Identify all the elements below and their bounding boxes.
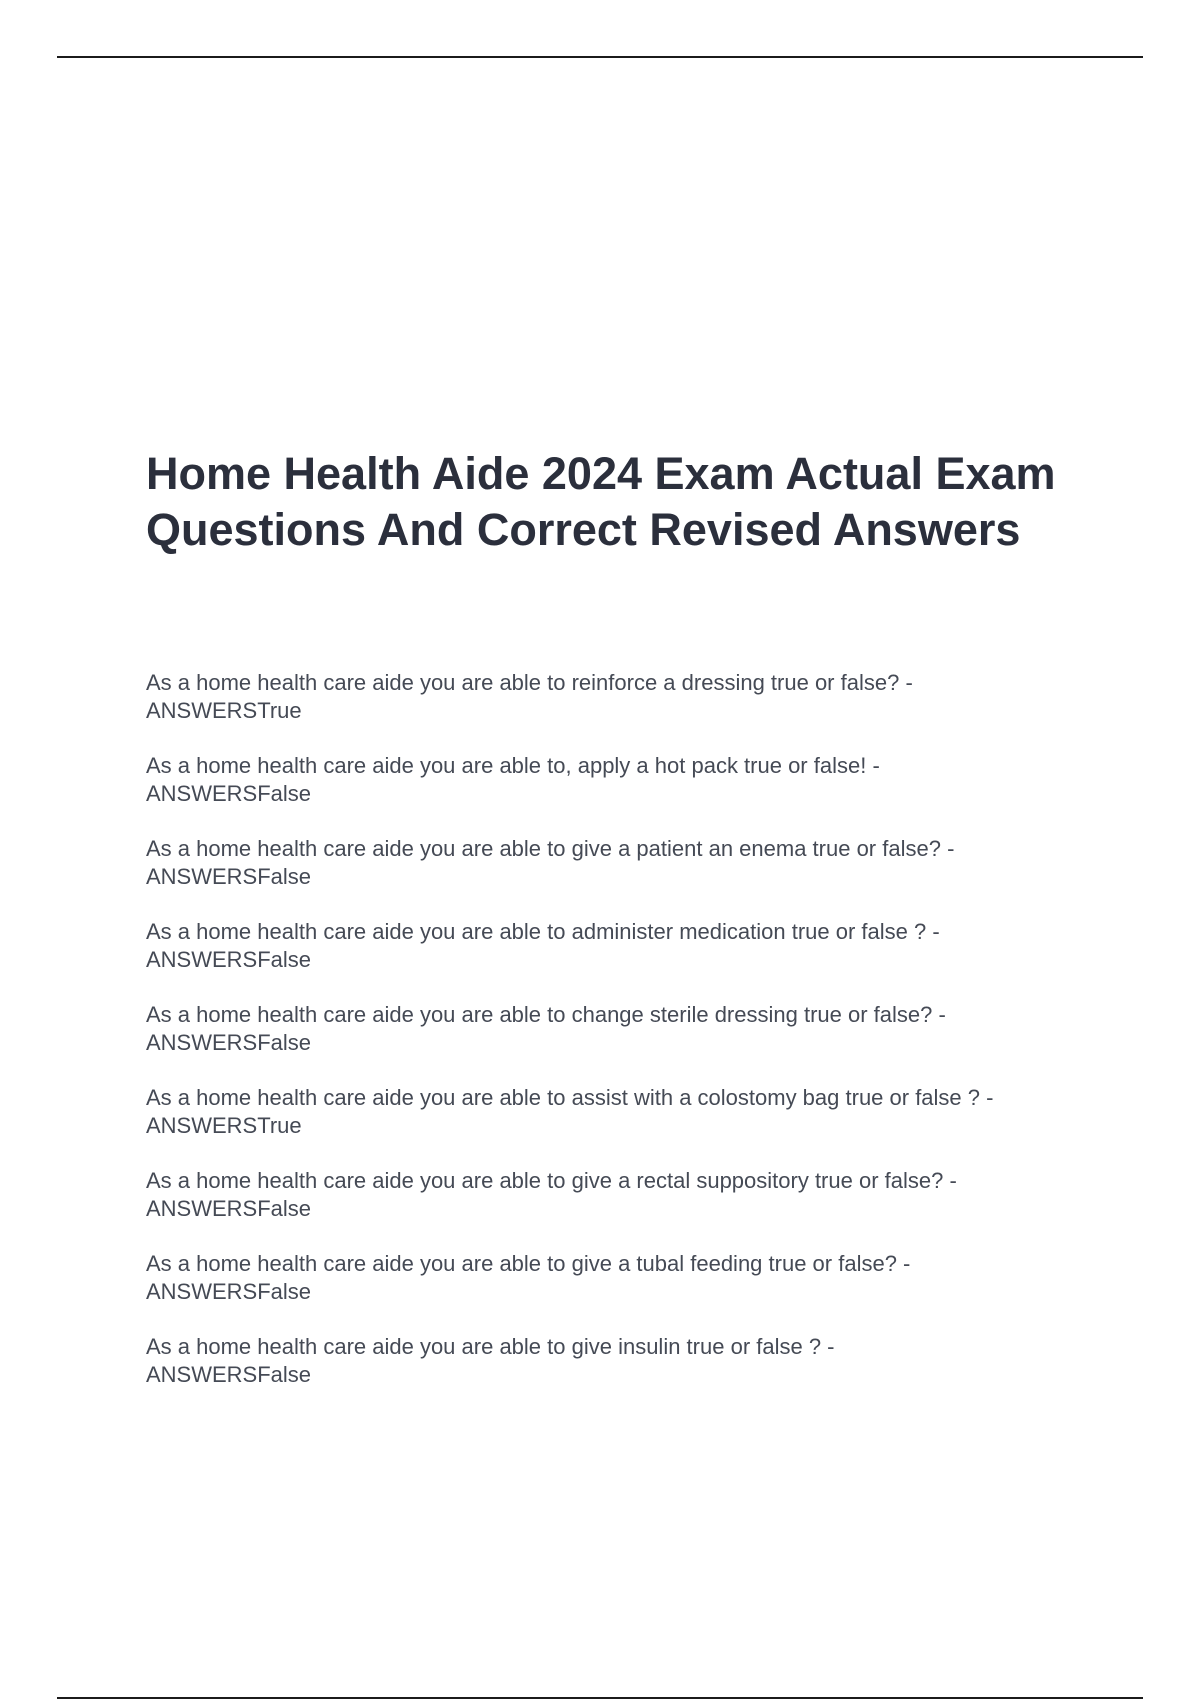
question-text: As a home health care aide you are able to give insulin true or false ? - [146,1334,835,1359]
qa-item [146,752,1096,808]
top-rule [57,56,1143,58]
qa-item [146,1084,1096,1140]
answer-text: ANSWERSTrue [146,1113,302,1138]
question-text: As a home health care aide you are able to assist with a colostomy bag true or false ? - [146,1085,994,1110]
qa-item [146,835,1096,891]
qa-item [146,1250,1096,1306]
question-text: As a home health care aide you are able to give a rectal suppository true or false? - [146,1168,957,1193]
answer-text: ANSWERSFalse [146,864,312,889]
question-text: As a home health care aide you are able to, apply a hot pack true or false! - [146,753,880,778]
answer-text: ANSWERSFalse [146,947,312,972]
bottom-rule [57,1697,1143,1699]
qa-item [146,1333,1096,1389]
question-text: As a home health care aide you are able to administer medication true or false ? - [146,919,940,944]
qa-item [146,1001,1096,1057]
question-text: As a home health care aide you are able to give a tubal feeding true or false? - [146,1251,911,1276]
answer-text: ANSWERSTrue [146,698,302,723]
answer-text: ANSWERSFalse [146,1362,312,1387]
answer-text: ANSWERSFalse [146,1030,312,1055]
answer-text: ANSWERSFalse [146,1196,312,1221]
question-text: As a home health care aide you are able to change sterile dressing true or false? - [146,1002,946,1027]
qa-item [146,1167,1096,1223]
answer-text: ANSWERSFalse [146,1279,312,1304]
qa-list [146,669,1096,1416]
qa-item [146,669,1096,725]
document-title: Home Health Aide 2024 Exam Actual Exam Questions And Correct Revised Answers [146,448,1056,555]
question-text: As a home health care aide you are able to reinforce a dressing true or false? - [146,670,913,695]
question-text: As a home health care aide you are able to give a patient an enema true or false? - [146,836,955,861]
answer-text: ANSWERSFalse [146,781,312,806]
qa-item [146,918,1096,974]
